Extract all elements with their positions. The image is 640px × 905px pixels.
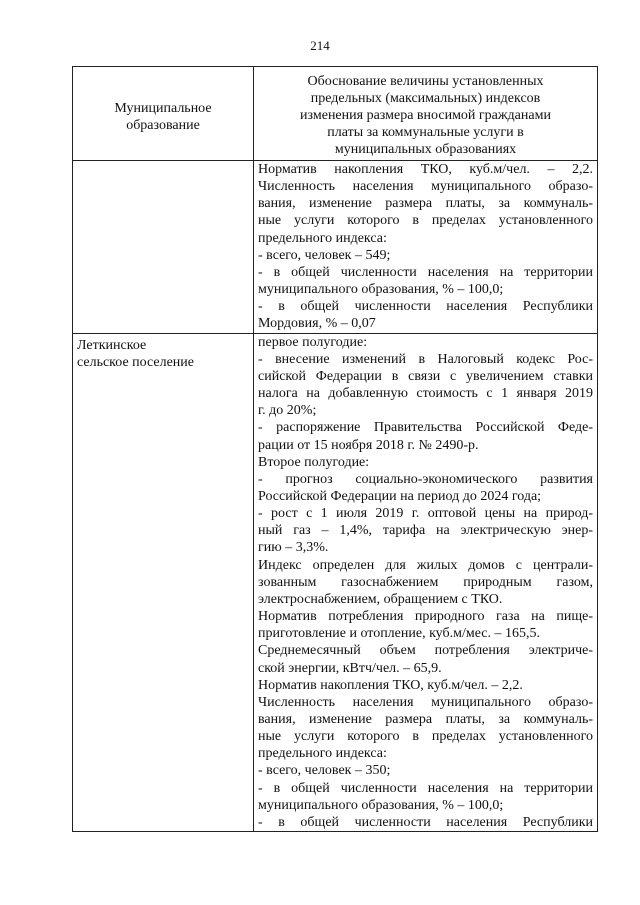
text-line: г. до 20%; [258,403,317,419]
text-line: ные услуги которого в пределах установленного [258,729,593,745]
text-line: Мордовия, % – 0,07 [258,316,376,332]
header-justification-line: предельных (максимальных) индексов [310,91,541,106]
header-municipality-line: образование [126,117,200,133]
text-line: Норматив накопления ТКО, куб.м/чел. – 2,2. [258,162,593,177]
text-line: налога на добавленную стоимость с 1 января 2019 [258,386,593,402]
text-line: Норматив накопления ТКО, куб.м/чел. – 2,2. [258,677,523,693]
text-line: - всего, человек – 350; [258,763,391,779]
header-justification-line: платы за коммунальные услуги в [327,125,524,140]
text-line: ской энергии, кВтч/чел. – 65,9. [258,660,442,676]
text-line: Российской Федерации на период до 2024 года; [258,488,542,504]
justification-cell [254,161,598,334]
text-line: приготовление и отопление, куб.м/мес. – 165,5. [258,626,541,642]
text-line: гию – 3,3%. [258,540,329,556]
text-line: Среднемесячный объем потребления электриче- [258,643,593,659]
text-line: муниципального образования, % – 100,0; [258,282,504,298]
text-line: - всего, человек – 549; [258,247,391,263]
text-line: муниципального образования, % – 100,0; [258,797,504,813]
municipality-cell [73,333,254,832]
text-line: предельного индекса: [258,746,387,762]
text-line: ные услуги которого в пределах установленного [258,213,593,229]
justification-cell [254,333,598,832]
table-header-row [73,67,598,161]
table-row [73,333,598,832]
text-line: рации от 15 ноября 2018 г. № 2490-р. [258,437,479,453]
text-line: Численность населения муниципального образо- [258,694,593,710]
header-justification [254,67,598,161]
header-municipality-line: Муниципальное [114,100,212,116]
table-row [73,161,598,334]
text-line: Численность населения муниципального образо- [258,179,593,195]
text-line: - в общей численности населения на территории [258,780,593,796]
text-line: Норматив потребления природного газа на пище- [258,609,593,625]
text-line: предельного индекса: [258,230,387,246]
page-number: 214 [310,38,330,53]
text-line: первое полугодие: [258,334,368,350]
text-line: - в общей численности населения на территории [258,264,593,280]
text-line: - рост с 1 июля 2019 г. оптовой цены на природ- [258,506,593,522]
text-line: вания, изменение размера платы, за коммуналь- [258,712,593,727]
text-line: - распоряжение Правительства Российской Феде- [258,420,593,436]
text-line: зованным газоснабжением природным газом, [258,574,593,590]
header-justification-line: муниципальных образованиях [334,142,517,157]
text-line: электроснабжением, обращением с ТКО. [258,591,503,607]
tariff-index-table [72,66,598,832]
text-line: - в общей численности населения Республики [258,814,593,830]
text-line: Индекс определен для жилых домов с централи- [258,557,593,573]
text-line: - в общей численности населения Республики [258,299,593,315]
text-line: вания, изменение размера платы, за коммуналь- [258,196,593,212]
municipality-name: Леткинское [77,337,147,353]
text-line: - внесение изменений в Налоговый кодекс Рос- [258,351,593,367]
text-line: Второе полугодие: [258,454,370,470]
text-line: сийской Федерации в связи с увеличением ставки [258,368,593,384]
text-line: - прогноз социально-экономического развития [258,471,593,487]
text-line: ный газ – 1,4%, тарифа на электрическую энер- [258,523,593,539]
header-municipality [73,67,254,161]
header-justification-line: изменения размера вносимой гражданами [300,108,551,123]
municipality-type: сельское поселение [77,354,194,370]
header-justification-line: Обоснование величины установленных [307,74,544,89]
municipality-cell [73,161,254,334]
